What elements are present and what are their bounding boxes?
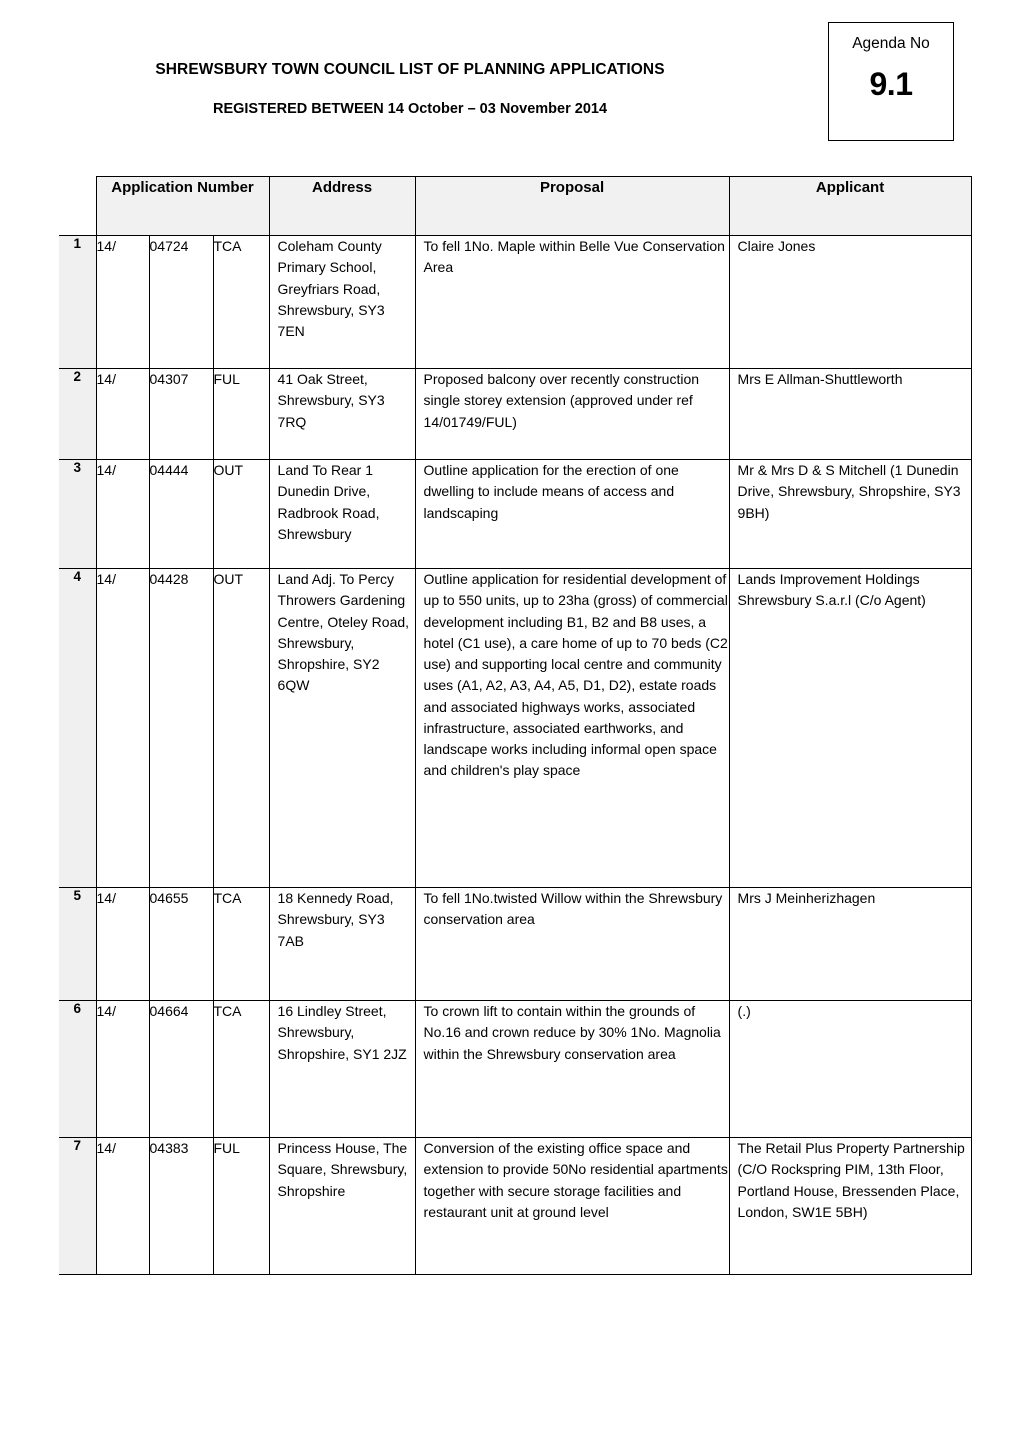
column-header-address: Address [269, 177, 415, 236]
column-header-application-number: Application Number [96, 177, 269, 236]
cell-application-number: 04307 [149, 369, 213, 460]
title-block [0, 22, 800, 119]
row-index: 2 [59, 369, 96, 460]
table-header-row [59, 177, 971, 236]
cell-applicant: (.) [729, 1001, 971, 1138]
page-header [0, 0, 1020, 130]
cell-applicant: Lands Improvement Holdings Shrewsbury S.a.r.l (C/o Agent) [729, 569, 971, 888]
cell-address: 18 Kennedy Road, Shrewsbury, SY3 7AB [269, 888, 415, 1001]
row-index: 7 [59, 1138, 96, 1275]
row-index: 1 [59, 236, 96, 369]
cell-application-number: 04655 [149, 888, 213, 1001]
cell-application-year: 14/ [96, 369, 149, 460]
cell-application-type: OUT [213, 569, 269, 888]
cell-applicant: Claire Jones [729, 236, 971, 369]
cell-proposal: Proposed balcony over recently construction single storey extension (approved under ref 14/01749/FUL) [415, 369, 729, 460]
cell-applicant: Mr & Mrs D & S Mitchell (1 Dunedin Drive, Shrewsbury, Shropshire, SY3 9BH) [729, 460, 971, 569]
row-index: 3 [59, 460, 96, 569]
column-header-proposal: Proposal [415, 177, 729, 236]
column-header-applicant: Applicant [729, 177, 971, 236]
cell-proposal: Outline application for the erection of one dwelling to include means of access and landscaping [415, 460, 729, 569]
cell-proposal: To crown lift to contain within the grounds of No.16 and crown reduce by 30% 1No. Magnolia within the Shrewsbury conservation area [415, 1001, 729, 1138]
table-row [59, 460, 971, 569]
table-row [59, 1138, 971, 1275]
cell-application-year: 14/ [96, 888, 149, 1001]
cell-application-type: FUL [213, 369, 269, 460]
table-row [59, 888, 971, 1001]
agenda-number-box [828, 22, 954, 141]
cell-applicant: Mrs J Meinherizhagen [729, 888, 971, 1001]
cell-application-year: 14/ [96, 460, 149, 569]
table-row [59, 236, 971, 369]
cell-application-year: 14/ [96, 569, 149, 888]
cell-application-type: TCA [213, 1001, 269, 1138]
cell-application-type: FUL [213, 1138, 269, 1275]
cell-application-number: 04724 [149, 236, 213, 369]
cell-application-number: 04444 [149, 460, 213, 569]
row-index: 4 [59, 569, 96, 888]
cell-application-type: OUT [213, 460, 269, 569]
table-row [59, 569, 971, 888]
cell-address: Land To Rear 1 Dunedin Drive, Radbrook Road, Shrewsbury [269, 460, 415, 569]
agenda-value: 9.1 [869, 66, 913, 103]
cell-proposal: Conversion of the existing office space and extension to provide 50No residential apartments together with secure storage facilities and restaurant unit at ground level [415, 1138, 729, 1275]
cell-application-year: 14/ [96, 236, 149, 369]
row-index: 5 [59, 888, 96, 1001]
cell-address: Coleham County Primary School, Greyfriars Road, Shrewsbury, SY3 7EN [269, 236, 415, 369]
cell-application-number: 04664 [149, 1001, 213, 1138]
planning-applications-table [59, 176, 972, 1275]
cell-proposal: To fell 1No.twisted Willow within the Shrewsbury conservation area [415, 888, 729, 1001]
row-index: 6 [59, 1001, 96, 1138]
cell-address: 41 Oak Street, Shrewsbury, SY3 7RQ [269, 369, 415, 460]
cell-application-type: TCA [213, 236, 269, 369]
cell-application-year: 14/ [96, 1001, 149, 1138]
cell-proposal: To fell 1No. Maple within Belle Vue Conservation Area [415, 236, 729, 369]
page-subtitle: REGISTERED BETWEEN 14 October – 03 November 2014 [212, 101, 608, 118]
cell-applicant: The Retail Plus Property Partnership (C/O Rockspring PIM, 13th Floor, Portland House, Bressenden Place, London, SW1E 5BH) [729, 1138, 971, 1275]
cell-address: Princess House, The Square, Shrewsbury, Shropshire [269, 1138, 415, 1275]
page-title: SHREWSBURY TOWN COUNCIL LIST OF PLANNING APPLICATIONS [155, 61, 665, 78]
cell-address: 16 Lindley Street, Shrewsbury, Shropshire, SY1 2JZ [269, 1001, 415, 1138]
cell-application-type: TCA [213, 888, 269, 1001]
agenda-label: Agenda No [852, 35, 930, 52]
cell-proposal: Outline application for residential development of up to 550 units, up to 23ha (gross) of commercial development including B1, B2 and B8 uses, a hotel (C1 use), a care home of up to 70 beds (C2 use) and supporting local centre and community uses (A1, A2, A3, A4, A5, D1, D2), estate roads and associated highways works, associated infrastructure, associated earthworks, and landscape works including informal open space and children's play space [415, 569, 729, 888]
cell-applicant: Mrs E Allman-Shuttleworth [729, 369, 971, 460]
planning-applications-table-wrap [59, 176, 971, 1275]
cell-address: Land Adj. To Percy Throwers Gardening Centre, Oteley Road, Shrewsbury, Shropshire, SY2 6QW [269, 569, 415, 888]
table-row [59, 1001, 971, 1138]
row-index-header [59, 177, 96, 236]
cell-application-number: 04428 [149, 569, 213, 888]
table-row [59, 369, 971, 460]
cell-application-number: 04383 [149, 1138, 213, 1275]
cell-application-year: 14/ [96, 1138, 149, 1275]
